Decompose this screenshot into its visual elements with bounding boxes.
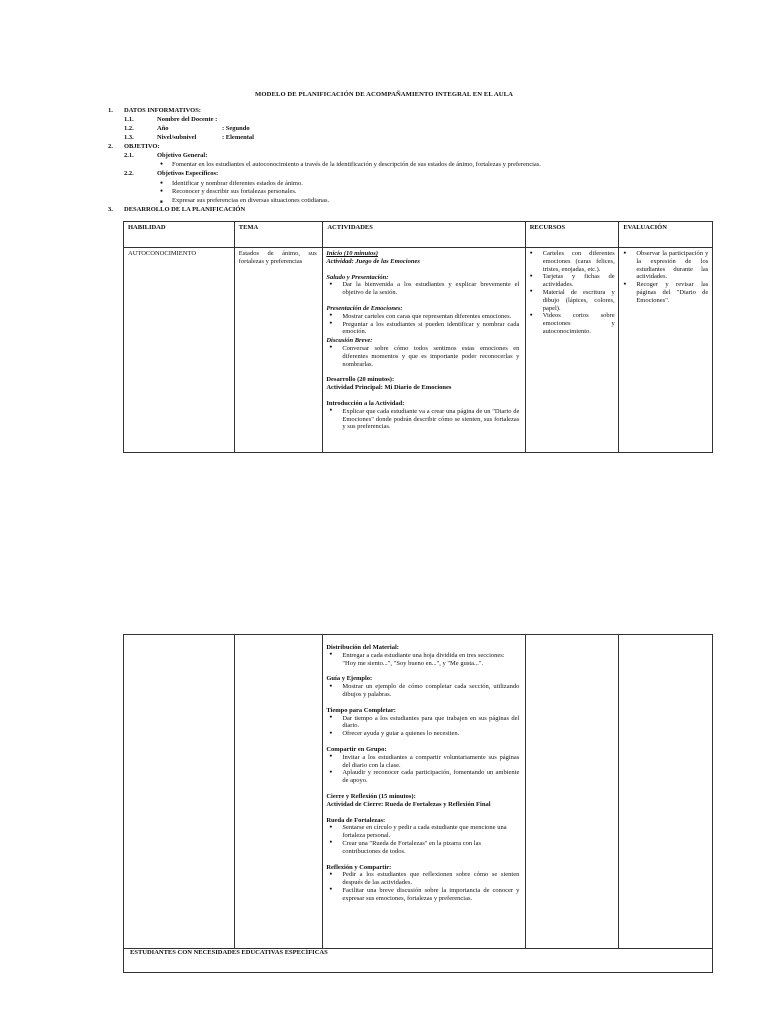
evaluacion-cell bbox=[620, 250, 708, 305]
objetivo-general-text: ● Fomentar en los estudiantes el autoconocimiento a través de la identificación y descripción de sus estados de ánimo, fortalezas y preferencias. bbox=[172, 161, 541, 169]
objetivo-especifico-item: ■ Expresar sus preferencias en diversas situaciones cotidianas. bbox=[172, 197, 329, 205]
objetivo-especifico-item: ● Reconocer y describir sus fortalezas personales. bbox=[172, 188, 297, 196]
list-item: ● Dar tiempo a los estudiantes para que trabajen en sus páginas del diario. bbox=[326, 715, 519, 731]
objetivo-general-label: Objetivo General: bbox=[157, 152, 208, 159]
section-1-number: 1. bbox=[108, 107, 113, 114]
recurso-item: ● Videos cortos sobre emociones y autoconocimiento. bbox=[527, 312, 615, 335]
list-item: ● Entregar a cada estudiante una hoja dividida en tres secciones: "Hoy me siento...", "Soy bueno en...", y "Me gusta...". bbox=[326, 652, 519, 668]
list-item: ● Aplaudir y reconocer cada participación, fomentando un ambiente de apoyo. bbox=[326, 769, 519, 785]
list-item: ● Mostrar carteles con caras que representan diferentes emociones. bbox=[326, 313, 519, 321]
header-evaluacion: EVALUACIÓN bbox=[623, 224, 667, 231]
distribucion-heading: Distribución del Material: bbox=[326, 644, 399, 651]
planning-table-page-1 bbox=[123, 221, 713, 453]
section-2-label: OBJETIVO: bbox=[124, 143, 160, 150]
header-tema: TEMA bbox=[238, 224, 259, 231]
presentacion-heading: Presentación de Emociones: bbox=[326, 304, 403, 312]
section-1-3-number: 1.3. bbox=[124, 134, 134, 141]
nivel-value: : Elemental bbox=[222, 134, 254, 141]
recursos-continued bbox=[526, 635, 619, 948]
header-recursos: RECURSOS bbox=[529, 224, 566, 231]
actividades-cell bbox=[326, 250, 519, 431]
evaluacion-item: ● Observar la participación y la expresión de los estudiantes durante las actividades. bbox=[620, 250, 708, 281]
tema-value: Estados de ánimo, sus fortalezas y preferencias bbox=[238, 250, 317, 265]
recurso-item: ● Tarjetas y fichas de actividades. bbox=[527, 273, 615, 289]
document-title: MODELO DE PLANIFICACIÓN DE ACOMPAÑAMIENTO INTEGRAL EN EL AULA bbox=[255, 91, 513, 98]
list-item: ● Invitar a los estudiantes a compartir voluntariamente sus páginas del diario con la clase. bbox=[326, 754, 519, 770]
actividades-continued bbox=[326, 644, 519, 903]
docente-label: Nombre del Docente : bbox=[157, 116, 218, 123]
anio-label: Año bbox=[157, 125, 169, 132]
recurso-item: ● Material de escritura y dibujo (lápices, colores, papel). bbox=[527, 289, 615, 312]
header-habilidad: HABILIDAD bbox=[128, 224, 166, 231]
list-item: ● Conversar sobre cómo todos sentimos estas emociones en diferentes momentos y que es importante poder reconocerlas y nombrarlas. bbox=[326, 345, 519, 368]
list-item: ● Facilitar una breve discusión sobre la importancia de conocer y expresar sus emociones, fortalezas y preferencias. bbox=[326, 887, 519, 903]
section-3-label: DESARROLLO DE LA PLANIFICACIÓN bbox=[124, 206, 246, 213]
nee-label: ESTUDIANTES CON NECESIDADES EDUCATIVAS ESPECÍFICAS bbox=[130, 949, 328, 956]
recursos-cell bbox=[527, 250, 615, 336]
habilidad-value: AUTOCONOCIMIENTO bbox=[128, 250, 197, 257]
actividad-cierre-heading: Actividad de Cierre: Rueda de Fortalezas y Reflexión Final bbox=[326, 800, 491, 808]
evaluacion-continued bbox=[619, 635, 712, 948]
section-3-number: 3. bbox=[108, 206, 113, 213]
habilidad-continued bbox=[124, 635, 234, 948]
tiempo-heading: Tiempo para Completar: bbox=[326, 706, 396, 714]
actividad-heading: Actividad: Juego de las Emociones bbox=[326, 257, 420, 265]
header-actividades: ACTIVIDADES bbox=[327, 224, 373, 231]
objetivos-especificos-label: Objetivos Específicos: bbox=[157, 170, 219, 177]
tema-continued bbox=[235, 635, 323, 948]
list-item: ● Sentarse en círculo y pedir a cada estudiante que mencione una fortaleza personal. bbox=[326, 824, 519, 840]
evaluacion-item: ● Recoger y revisar las páginas del "Diario de Emociones". bbox=[620, 281, 708, 304]
list-item: ● Explicar que cada estudiante va a crear una página de un "Diario de Emociones" donde podrán describir cómo se sienten, sus fortalezas y sus preferencias. bbox=[326, 408, 519, 431]
recurso-item: ● Carteles con diferentes emociones (caras felices, tristes, enojadas, etc.). bbox=[527, 250, 615, 273]
anio-value: : Segundo bbox=[222, 125, 250, 132]
section-1-label: DATOS INFORMATIVOS: bbox=[124, 107, 201, 114]
list-item: ● Crear una "Rueda de Fortalezas" en la pizarra con las contribuciones de todos. bbox=[326, 840, 519, 856]
cierre-heading: Cierre y Reflexión (15 minutos): bbox=[326, 792, 416, 800]
list-item: ● Preguntar a los estudiantes si pueden identificar y nombrar cada emoción. bbox=[326, 321, 519, 337]
planning-table-page-2 bbox=[123, 634, 713, 973]
list-item: ● Ofrecer ayuda y guiar a quienes lo necesiten. bbox=[326, 730, 519, 738]
actividad-principal-heading: Actividad Principal: Mi Diario de Emociones bbox=[326, 384, 452, 392]
inicio-heading: Inicio (10 minutos) bbox=[326, 250, 378, 257]
nivel-label: Nivel/subnivel bbox=[157, 134, 197, 141]
reflexion-heading: Reflexión y Compartir: bbox=[326, 863, 392, 871]
rueda-heading: Rueda de Fortalezas: bbox=[326, 816, 386, 824]
list-item: ● Pedir a los estudiantes que reflexionen sobre cómo se sienten después de las actividades. bbox=[326, 871, 519, 887]
section-2-1-number: 2.1. bbox=[124, 152, 134, 159]
objetivo-especifico-item: ● Identificar y nombrar diferentes estados de ánimo. bbox=[172, 180, 303, 188]
section-1-1-number: 1.1. bbox=[124, 116, 134, 123]
introduccion-heading: Introducción a la Actividad: bbox=[326, 399, 405, 407]
section-2-2-number: 2.2. bbox=[124, 170, 134, 177]
list-item: ● Mostrar un ejemplo de cómo completar cada sección, utilizando dibujos y palabras. bbox=[326, 683, 519, 699]
guia-heading: Guía y Ejemplo: bbox=[326, 675, 373, 683]
section-2-number: 2. bbox=[108, 143, 113, 150]
section-1-2-number: 1.2. bbox=[124, 125, 134, 132]
desarrollo-heading: Desarrollo (20 minutos): bbox=[326, 376, 395, 384]
list-item: ● Dar la bienvenida a los estudiantes y explicar brevemente el objetivo de la sesión. bbox=[326, 281, 519, 297]
discusion-heading: Discusión Breve: bbox=[326, 337, 373, 345]
compartir-heading: Compartir en Grupo: bbox=[326, 745, 387, 753]
saludo-heading: Saludo y Presentación: bbox=[326, 273, 389, 281]
